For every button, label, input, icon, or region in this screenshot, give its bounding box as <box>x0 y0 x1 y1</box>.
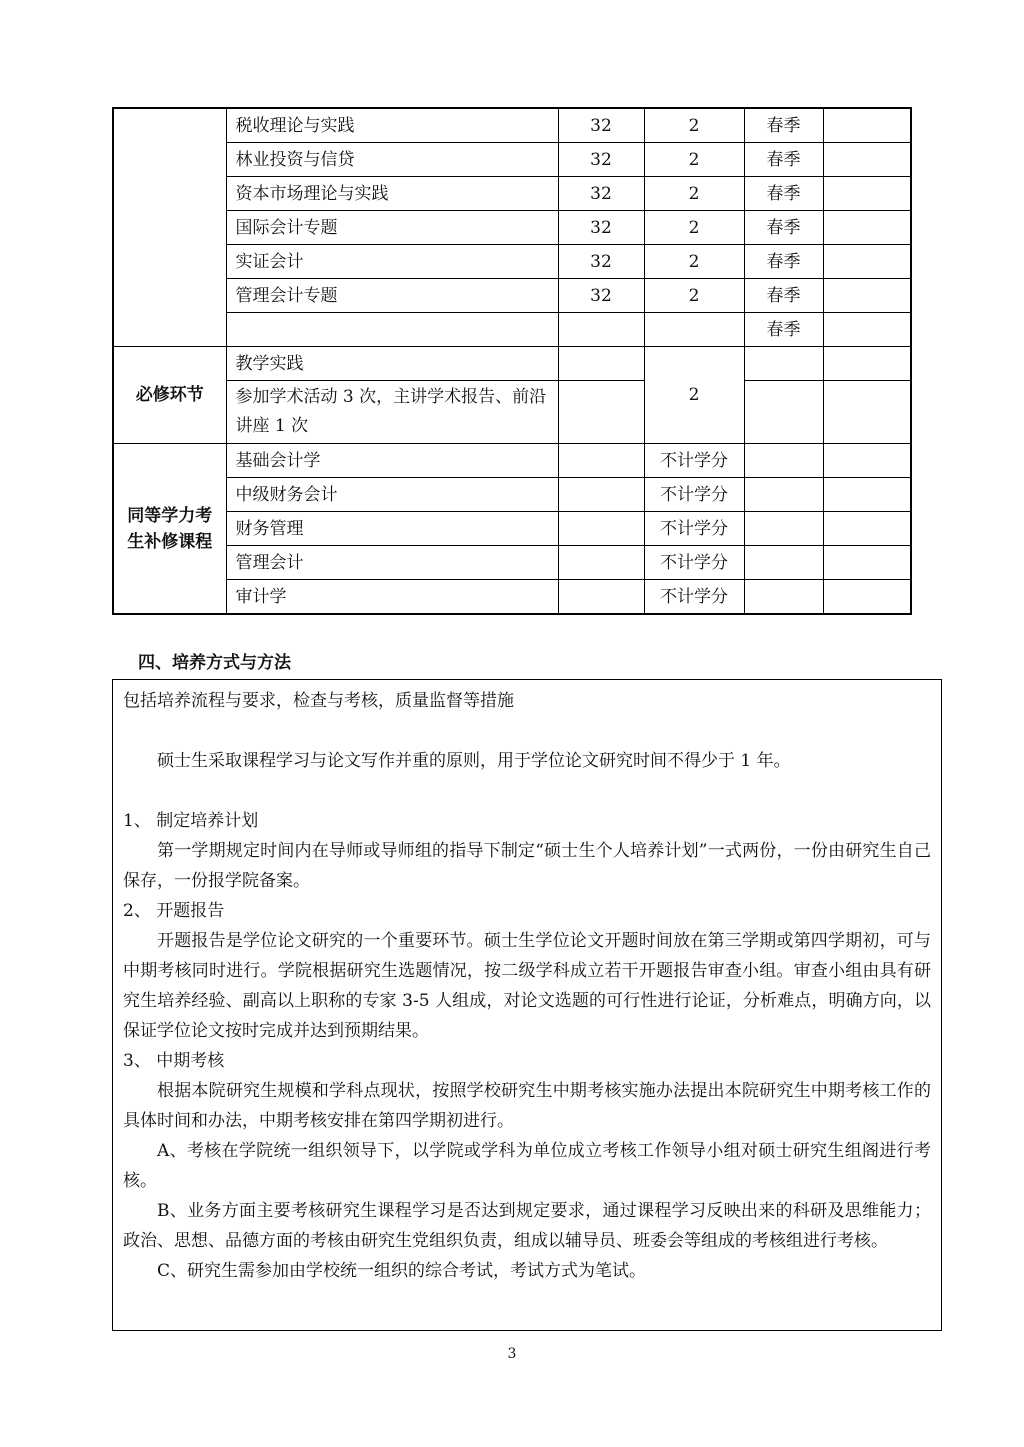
course-note <box>823 245 911 279</box>
remedial-note-empty <box>823 478 911 512</box>
table-row <box>113 211 911 245</box>
remedial-course-name: 财务管理 <box>226 512 558 546</box>
table-row <box>113 381 911 444</box>
course-term: 春季 <box>744 211 823 245</box>
course-note <box>823 313 911 347</box>
required-item: 教学实践 <box>226 347 558 381</box>
table-row <box>113 347 911 381</box>
required-group-label: 必修环节 <box>113 347 226 444</box>
remedial-note-empty <box>823 512 911 546</box>
course-name <box>226 313 558 347</box>
item-paragraph: B、业务方面主要考核研究生课程学习是否达到规定要求，通过课程学习反映出来的科研及思维能力；政治、思想、品德方面的考核由研究生党组织负责，组成以辅导员、班委会等组成的考核组进行考核。 <box>123 1201 931 1251</box>
remedial-note-empty <box>823 580 911 615</box>
course-term: 春季 <box>744 177 823 211</box>
table-row <box>113 478 911 512</box>
remedial-credits: 不计学分 <box>644 444 744 478</box>
course-note <box>823 177 911 211</box>
remedial-hours-empty <box>558 512 644 546</box>
principle-paragraph: 硕士生采取课程学习与论文写作并重的原则，用于学位论文研究时间不得少于 1 年。 <box>157 751 791 771</box>
course-term: 春季 <box>744 108 823 143</box>
required-hours-empty <box>558 381 644 444</box>
remedial-term-empty <box>744 478 823 512</box>
remedial-term-empty <box>744 512 823 546</box>
course-hours: 32 <box>558 177 644 211</box>
table-row <box>113 177 911 211</box>
table-row <box>113 313 911 347</box>
remedial-course-name: 中级财务会计 <box>226 478 558 512</box>
course-note <box>823 211 911 245</box>
required-note-empty <box>823 381 911 444</box>
required-term-empty <box>744 381 823 444</box>
section-heading: 四、培养方式与方法 <box>138 653 291 673</box>
remedial-term-empty <box>744 546 823 580</box>
course-hours: 32 <box>558 279 644 313</box>
course-name: 资本市场理论与实践 <box>226 177 558 211</box>
training-methods-box <box>112 679 942 1331</box>
group-cell-empty <box>113 108 226 347</box>
item-title: 1、 制定培养计划 <box>123 811 259 831</box>
item-paragraph: 开题报告是学位论文研究的一个重要环节。硕士生学位论文开题时间放在第三学期或第四学期初，可与中期考核同时进行。学院根据研究生选题情况，按二级学科成立若干开题报告审查小组。审查小组由具有研究生培养经验、副高以上职称的专家 3-5 人组成，对论文选题的可行性进行论证，分析难点，明确方向，以保证学位论文按时完成并达到预期结果。 <box>123 931 931 1041</box>
remedial-course-name: 审计学 <box>226 580 558 615</box>
required-hours-empty <box>558 347 644 381</box>
course-term: 春季 <box>744 245 823 279</box>
remedial-course-name: 管理会计 <box>226 546 558 580</box>
remedial-term-empty <box>744 444 823 478</box>
remedial-note-empty <box>823 546 911 580</box>
remedial-credits: 不计学分 <box>644 580 744 615</box>
course-credits <box>644 313 744 347</box>
course-note <box>823 143 911 177</box>
remedial-hours-empty <box>558 580 644 615</box>
item-paragraph: 第一学期规定时间内在导师或导师组的指导下制定“硕士生个人培养计划”一式两份，一份由研究生自己保存，一份报学院备案。 <box>123 841 931 891</box>
course-term: 春季 <box>744 143 823 177</box>
item-title: 3、 中期考核 <box>123 1051 225 1071</box>
course-hours <box>558 313 644 347</box>
course-note <box>823 108 911 143</box>
table-row <box>113 580 911 615</box>
item-paragraph: C、研究生需参加由学校统一组织的综合考试，考试方式为笔试。 <box>157 1261 647 1281</box>
remedial-credits: 不计学分 <box>644 478 744 512</box>
course-term: 春季 <box>744 313 823 347</box>
required-item: 参加学术活动 3 次，主讲学术报告、前沿讲座 1 次 <box>226 381 558 444</box>
remedial-hours-empty <box>558 546 644 580</box>
table-row <box>113 108 911 143</box>
remedial-course-name: 基础会计学 <box>226 444 558 478</box>
course-credits: 2 <box>644 211 744 245</box>
section-intro: 包括培养流程与要求，检查与考核，质量监督等措施 <box>123 691 514 711</box>
course-name: 管理会计专题 <box>226 279 558 313</box>
course-credits: 2 <box>644 177 744 211</box>
course-hours: 32 <box>558 211 644 245</box>
item-title: 2、 开题报告 <box>123 901 225 921</box>
remedial-credits: 不计学分 <box>644 512 744 546</box>
table-row <box>113 512 911 546</box>
required-term-empty <box>744 347 823 381</box>
table-row <box>113 143 911 177</box>
remedial-group-label: 同等学力考生补修课程 <box>113 444 226 615</box>
remedial-credits: 不计学分 <box>644 546 744 580</box>
remedial-hours-empty <box>558 444 644 478</box>
course-name: 林业投资与信贷 <box>226 143 558 177</box>
table-row <box>113 444 911 478</box>
course-name: 实证会计 <box>226 245 558 279</box>
table-row <box>113 245 911 279</box>
table-row <box>113 279 911 313</box>
course-hours: 32 <box>558 143 644 177</box>
course-hours: 32 <box>558 245 644 279</box>
course-note <box>823 279 911 313</box>
item-paragraph: 根据本院研究生规模和学科点现状，按照学校研究生中期考核实施办法提出本院研究生中期考核工作的具体时间和办法，中期考核安排在第四学期初进行。 <box>123 1081 931 1131</box>
required-note-empty <box>823 347 911 381</box>
course-table <box>112 107 912 615</box>
course-name: 税收理论与实践 <box>226 108 558 143</box>
course-name: 国际会计专题 <box>226 211 558 245</box>
item-paragraph: A、考核在学院统一组织领导下，以学院或学科为单位成立考核工作领导小组对硕士研究生组阁进行考核。 <box>123 1141 931 1191</box>
page-number: 3 <box>507 1346 517 1362</box>
course-credits: 2 <box>644 279 744 313</box>
required-credits: 2 <box>644 347 744 444</box>
table-row <box>113 546 911 580</box>
remedial-term-empty <box>744 580 823 615</box>
course-credits: 2 <box>644 143 744 177</box>
spacer <box>123 716 931 746</box>
remedial-hours-empty <box>558 478 644 512</box>
course-credits: 2 <box>644 245 744 279</box>
spacer <box>123 776 931 806</box>
course-credits: 2 <box>644 108 744 143</box>
course-term: 春季 <box>744 279 823 313</box>
course-hours: 32 <box>558 108 644 143</box>
remedial-note-empty <box>823 444 911 478</box>
